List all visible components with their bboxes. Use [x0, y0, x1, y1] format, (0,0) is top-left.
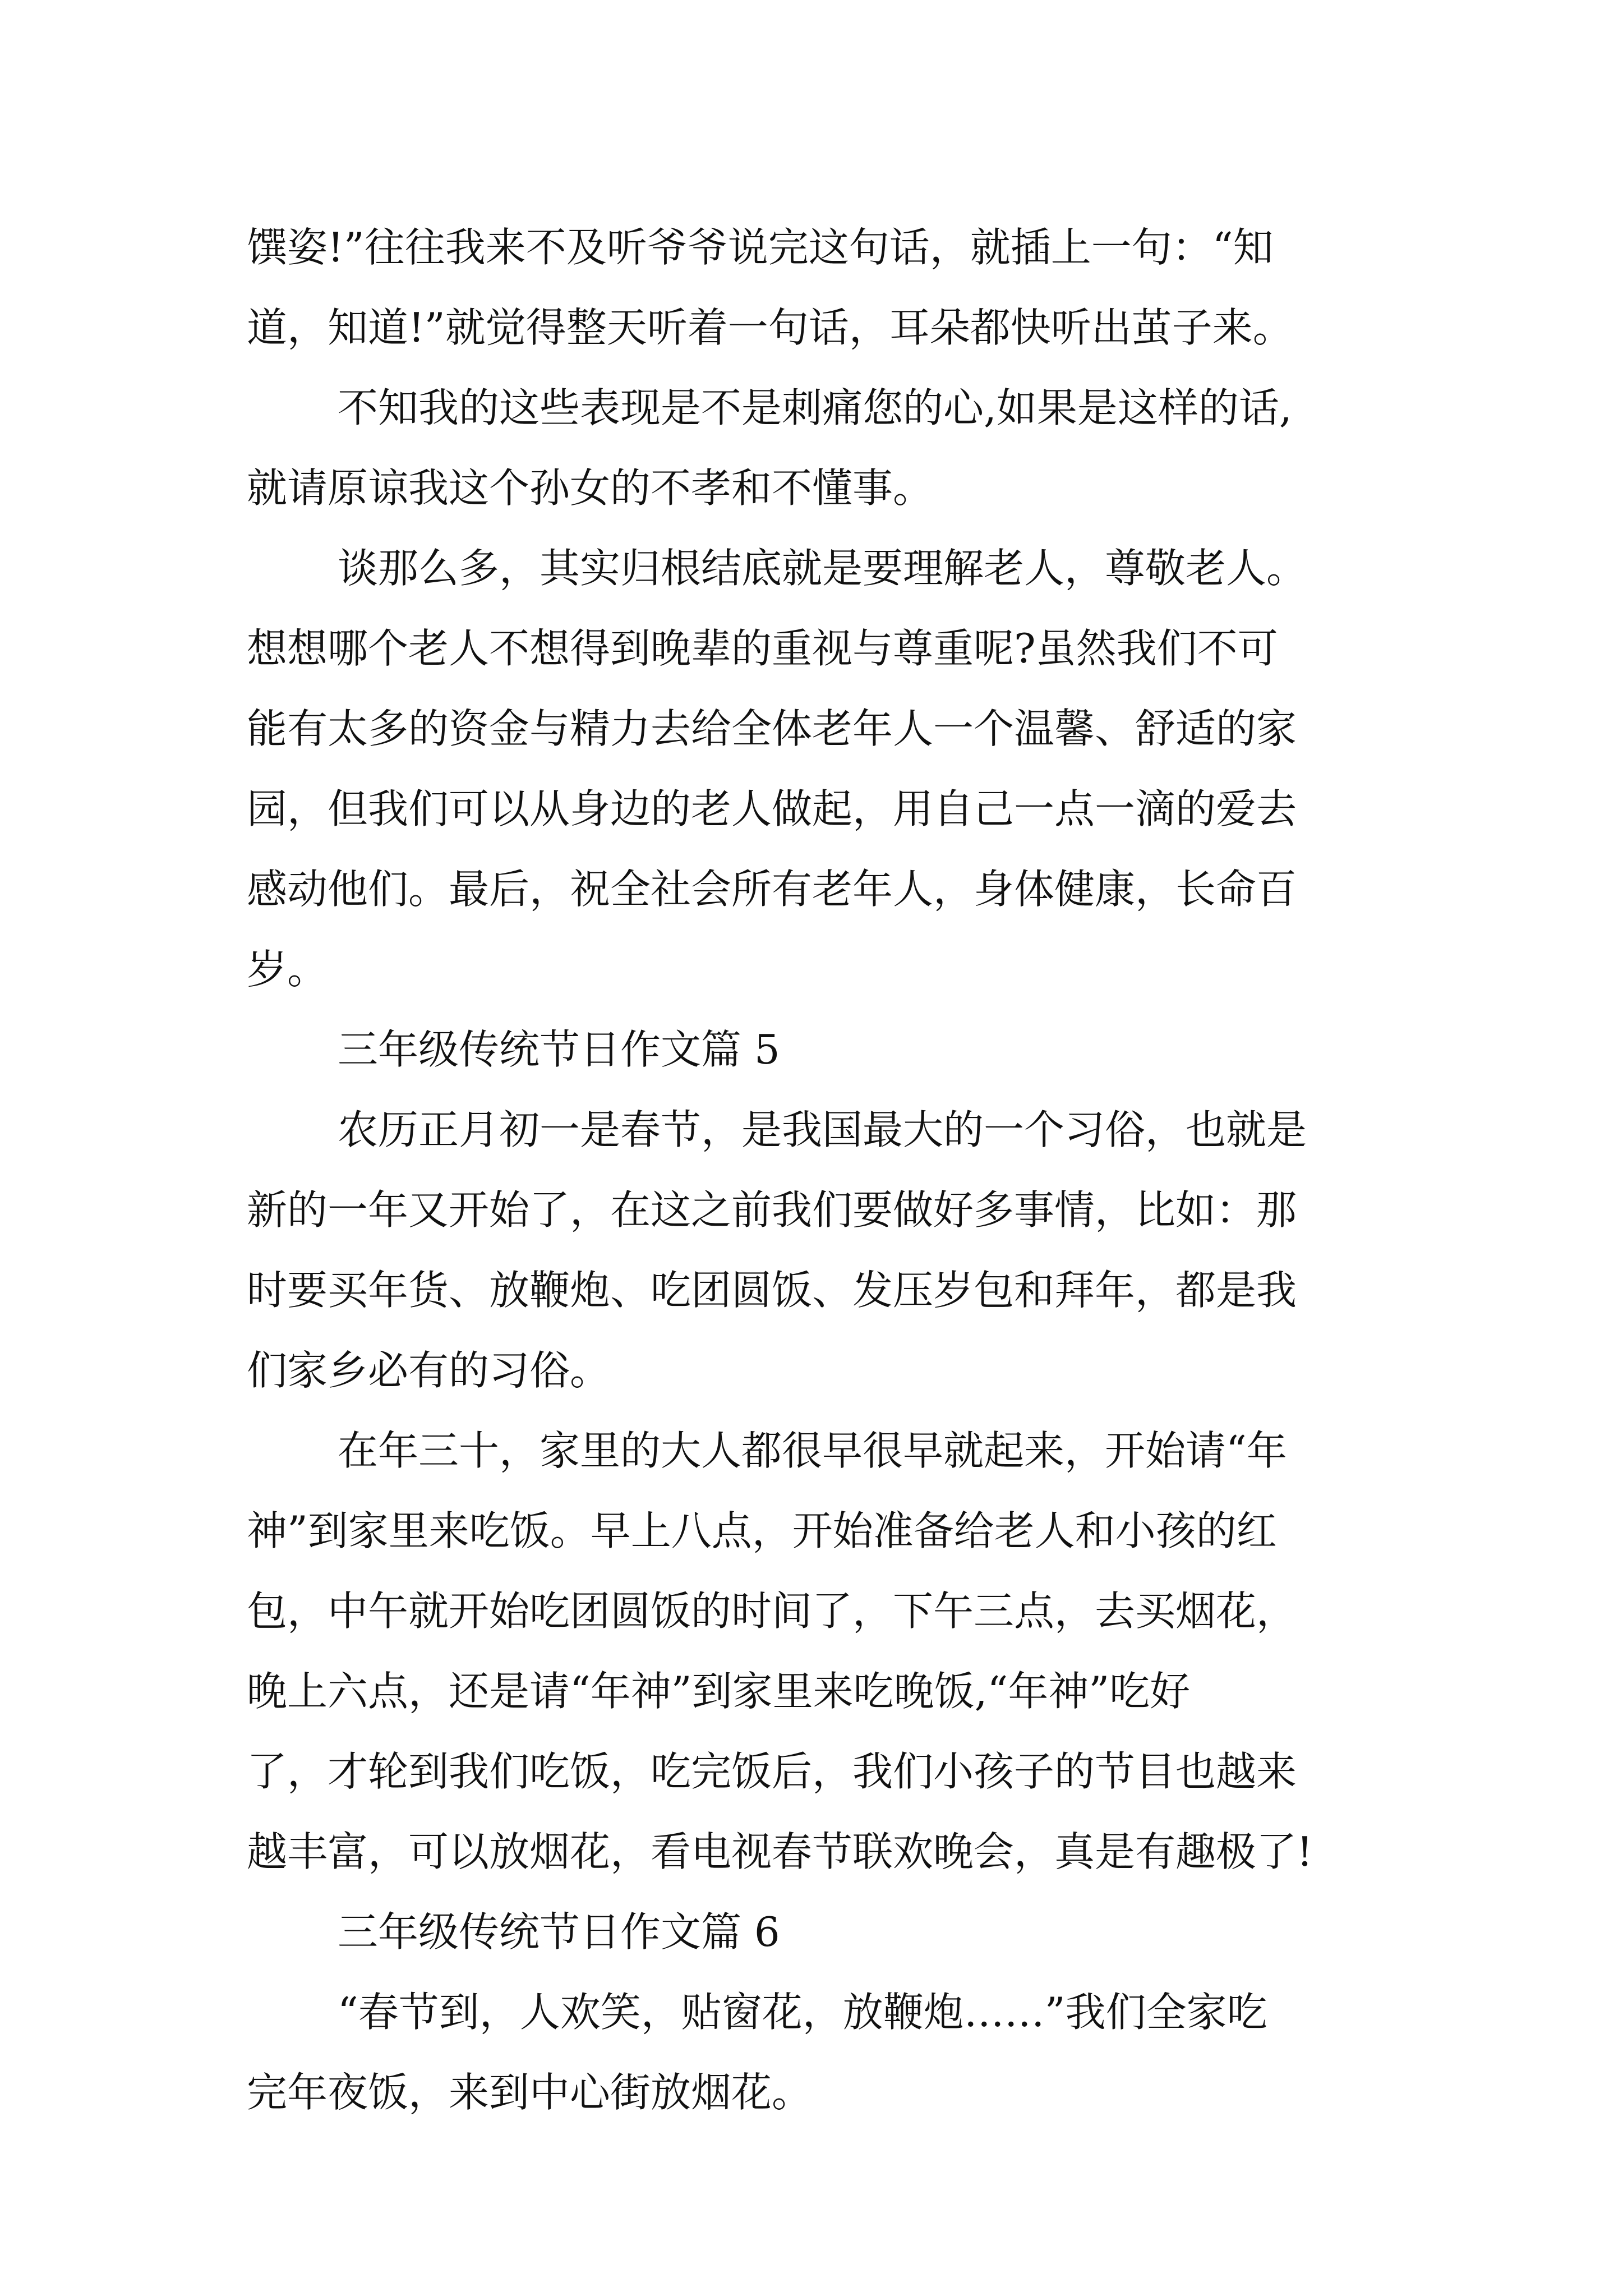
paragraph-first-line: 农历正月初一是春节，是我国最大的一个习俗，也就是 [338, 1106, 1307, 1153]
text-line: 了，才轮到我们吃饭，吃完饭后，我们小孩子的节目也越来 [247, 1748, 1297, 1795]
text-line: 时要买年货、放鞭炮、吃团圆饭、发压岁包和拜年，都是我 [247, 1267, 1297, 1314]
text-line: 能有太多的资金与精力去给全体老年人一个温馨、舒适的家 [247, 705, 1297, 752]
text-line: 越丰富，可以放烟花，看电视春节联欢晚会，真是有趣极了! [247, 1828, 1313, 1875]
text-line: 晚上六点，还是请“年神”到家里来吃晚饭,“年神”吃好 [247, 1668, 1191, 1715]
text-line: 包，中午就开始吃团圆饭的时间了，下午三点，去买烟花， [247, 1588, 1297, 1635]
text-line: 们家乡必有的习俗。 [247, 1347, 611, 1394]
text-line: 想想哪个老人不想得到晚辈的重视与尊重呢?虽然我们不可 [247, 625, 1278, 672]
paragraph-first-line: 不知我的这些表现是不是刺痛您的心,如果是这样的话, [338, 384, 1292, 431]
paragraph-first-line: 在年三十，家里的大人都很早很早就起来，开始请“年 [338, 1427, 1287, 1474]
text-line: 园，但我们可以从身边的老人做起，用自己一点一滴的爱去 [247, 785, 1297, 832]
paragraph-first-line: 三年级传统节日作文篇 6 [338, 1908, 780, 1955]
text-line: 神”到家里来吃饭。早上八点，开始准备给老人和小孩的红 [247, 1507, 1277, 1554]
paragraph-first-line: “春节到，人欢笑，贴窗花，放鞭炮……”我们全家吃 [338, 1989, 1267, 2036]
text-line: 新的一年又开始了，在这之前我们要做好多事情，比如：那 [247, 1186, 1297, 1234]
text-line: 就请原谅我这个孙女的不孝和不懂事。 [247, 464, 934, 512]
paragraph-first-line: 三年级传统节日作文篇 5 [338, 1026, 780, 1073]
text-line: 完年夜饭，来到中心街放烟花。 [247, 2069, 813, 2116]
text-line: 岁。 [247, 946, 328, 993]
text-line: 馔姿!”往往我来不及听爷爷说完这句话，就插上一句：“知 [247, 224, 1274, 271]
text-line: 道，知道!”就觉得整天听着一句话，耳朵都快听出茧子来。 [247, 304, 1293, 351]
text-line: 感动他们。最后，祝全社会所有老年人，身体健康，长命百 [247, 866, 1297, 913]
paragraph-first-line: 谈那么多，其实归根结底就是要理解老人，尊敬老人。 [338, 545, 1307, 592]
document-body [247, 208, 1436, 2133]
